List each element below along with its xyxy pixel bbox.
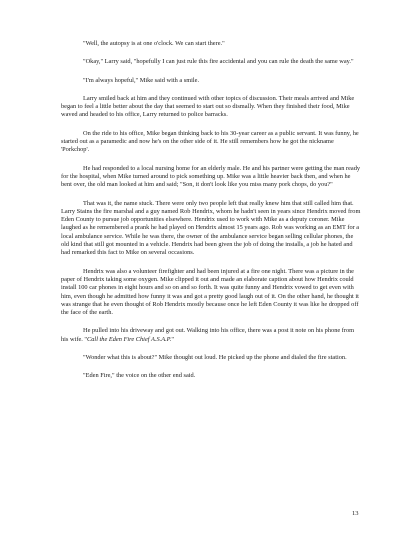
paragraph-5 [61, 130, 361, 155]
paragraph-text: That was it, the name stuck. There were only two people left that really knew him that still called him that. Larry Stains the fire marshal and a guy named Rob Hendrix, whom he hadn't seen in years since Hendrix moved from Eden County to pursue job opportunities elsewhere. Hendrix used to work with Mike as a deputy coroner. Mike laughed as he remembered a prank he had played on Hendrix almost 15 years ago. Rob was working as an EMT for a local ambulance service. While he was there, the owner of the ambulance service began selling cellular phones, the old kind that still got mounted in a vehicle. Hendrix had been given the job of doing the installs, a job he hated and had remarked this fact to Mike on several occasions. [61, 199, 361, 257]
paragraph-7 [61, 200, 361, 258]
paragraph-text-end: " [171, 335, 174, 343]
paragraph-text: On the ride to his office, Mike began thinking back to his 30-year career as a public servant. It was funny, he started out as a paramedic and now he's on the other side of it. He still remembers how he got the nickname 'Porkchop'. [61, 129, 359, 154]
paragraph-11 [61, 372, 361, 380]
paragraph-8 [61, 268, 361, 318]
italic-note-text: Call the Eden Fire Chief A.S.A.P. [87, 335, 172, 343]
paragraph-text: He had responded to a local nursing home for an elderly male. He and his partner were getting the man ready for the hospital, when Mike turned around to pick something up. Mike was a little heavier back then, and when he bent over, the old man looked at him and said; "Son, it don't look like you miss many pork chops, do you?" [61, 164, 361, 189]
paragraph-text: "Well, the autopsy is at one o'clock. We can start there." [83, 40, 225, 47]
paragraph-text: Hendrix was also a volunteer firefighter and had been injured at a fire one night. There was a picture in the paper of Hendrix taking some oxygen. Mike clipped it out and made an elaborate caption about how Hendrix could install 100 car phones in eight hours and so on and so forth. It was quite funny and Hendrix vowed to get even with him, even though he admitted how funny it was and got a pretty good laugh out of it. On the other hand, he thought it was strange that he even thought of Rob Hendrix mostly because once he left Eden County it was like he dropped off the face of the earth. [61, 267, 359, 317]
paragraph-text: "I'm always hopeful," Mike said with a smile. [83, 76, 200, 84]
body-text [61, 40, 361, 391]
paragraph-4 [61, 95, 361, 120]
paragraph-10 [61, 354, 361, 362]
page-number: 13 [352, 510, 359, 517]
paragraph-text: "Eden Fire," the voice on the other end said. [83, 372, 196, 380]
paragraph-text: "Okay," Larry said, "hopefully I can just rule this fire accidental and you can rule the death the same way." [83, 58, 354, 66]
paragraph-2 [61, 58, 361, 66]
paragraph-3 [61, 77, 361, 85]
paragraph-text: "Wonder what this is about?" Mike thought out loud. He picked up the phone and dialed the fire station. [83, 354, 347, 362]
paragraph-6 [61, 165, 361, 190]
paragraph-text: He pulled into his driveway and got out. Walking into his office, there was a post it note on his phone from his wife. " [61, 327, 355, 343]
paragraph-text: Larry smiled back at him and they continued with other topics of discussion. Their meals arrived and Mike began to feel a little better about the day that seemed to start out so dismally. When they finished their food, Mike waved and headed to his office, Larry returned to police barracks. [61, 94, 355, 119]
paragraph-1 [61, 40, 361, 48]
paragraph-9 [61, 327, 361, 344]
